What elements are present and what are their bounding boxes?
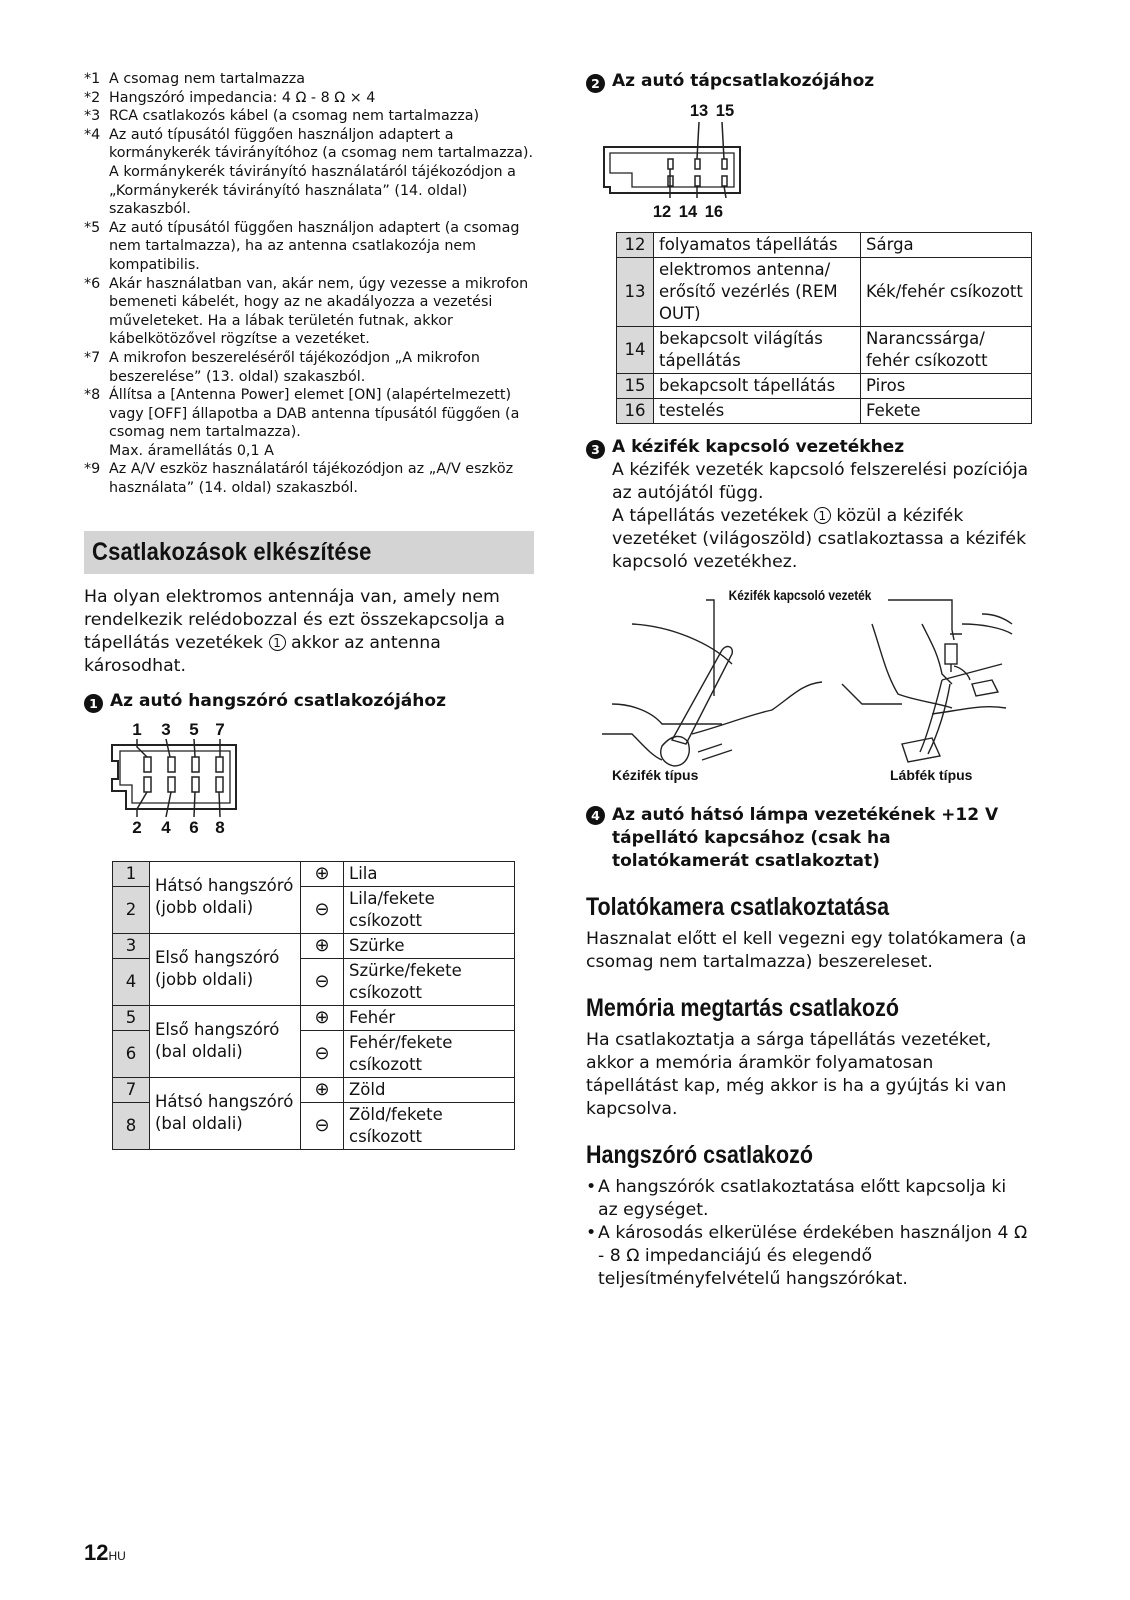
pin-cell: 12 (617, 233, 654, 258)
step-number: 3 (586, 440, 605, 459)
camera-text: Hasznalat előtt el kell vegezni egy tolatókamera (a csomag nem tartalmazza) beszereleset. (586, 929, 1027, 972)
list-item: • A károsodás elkerülése érdekében használjon 4 Ω - 8 Ω impedanciájú és elegendő teljesítményfelvételű hangszórókat. (586, 1223, 1028, 1289)
function-cell: bekapcsolt tápellátás (654, 374, 861, 399)
pin-cell: 14 (617, 327, 654, 374)
function-cell: bekapcsolt világítás tápellátás (654, 327, 861, 374)
pin-label: 13 15 (689, 102, 735, 120)
speaker-wire-table-body (113, 861, 515, 1149)
wire-color-cell: Sárga (861, 233, 1032, 258)
wire-color-cell: Fekete (861, 399, 1032, 424)
pin-label: 6 (189, 817, 199, 837)
pin-cell: 7 (113, 1077, 150, 1102)
table-row (113, 861, 515, 886)
speaker-name-cell: Hátsó hangszóró (jobb oldali) (150, 861, 301, 933)
minus-icon: ⊖ (301, 1030, 344, 1077)
hand-brake-label: Kézifék típus (612, 767, 699, 783)
pin-label: 5 (189, 719, 199, 739)
wire-color-cell: Zöld/fekete csíkozott (344, 1102, 515, 1149)
pin-label: 1 (132, 719, 142, 739)
plus-icon: ⊕ (301, 1005, 344, 1030)
speaker-bullets (586, 1176, 1031, 1291)
table-row (617, 374, 1032, 399)
pin-cell: 5 (113, 1005, 150, 1030)
wire-color-cell: Piros (861, 374, 1032, 399)
camera-title: Tolatókamera csatlakoztatása (586, 893, 890, 921)
footnote: *2 Hangszóró impedancia: 4 Ω - 8 Ω × 4 (84, 89, 376, 106)
plus-icon: ⊕ (301, 933, 344, 958)
brake-illustration (602, 584, 1022, 784)
pin-cell: 16 (617, 399, 654, 424)
speaker-title: Hangszóró csatlakozó (586, 1141, 813, 1169)
footnote: *9 Az A/V eszköz használatáról tájékozódjon az „A/V eszköz használata” (14. oldal) szakaszból. (84, 461, 514, 497)
table-row (617, 233, 1032, 258)
power-connector-diagram (602, 97, 752, 222)
brake-heading: 3 A kézifék kapcsoló vezetékhez (586, 436, 1031, 459)
memory-text: Ha csatlakoztatja a sárga tápellátás vezetéket, akkor a memória áramkör folyamatosan tápellátást kap, még akkor is ha a gyújtás ki van kapcsolva. (586, 1030, 1007, 1119)
table-row (113, 1005, 515, 1030)
footnote: *6 Akár használatban van, akár nem, úgy vezesse a mikrofon bemeneti kábelét, hogy az ne akadályozza a vezetési műveleteket. Ha a lábak területén futnak, akkor kábelkötözővel rögzítse a vezetéket. (84, 275, 529, 348)
pin-label: 3 (161, 719, 171, 739)
speaker-name-cell: Első hangszóró (bal oldali) (150, 1005, 301, 1077)
foot-brake-label: Lábfék típus (890, 767, 973, 783)
plus-icon: ⊕ (301, 1077, 344, 1102)
page-number: 12HU (84, 1540, 126, 1565)
speaker-wire-table (112, 861, 515, 1150)
pin-label: 8 (215, 817, 225, 837)
circled-number: 1 (269, 634, 286, 651)
table-row (113, 1077, 515, 1102)
table-row (617, 258, 1032, 327)
section-band (84, 531, 534, 574)
table-row (617, 399, 1032, 424)
footnote: *7 A mikrofon beszereléséről tájékozódjon „A mikrofon beszerelése” (13. oldal) szakaszból. (84, 349, 480, 385)
power-connector-heading: 2 Az autó tápcsatlakozójához (586, 70, 1031, 93)
pin-cell: 3 (113, 933, 150, 958)
circled-number: 1 (814, 507, 831, 524)
wire-color-cell: Lila/fekete csíkozott (344, 886, 515, 933)
wire-color-cell: Kék/fehér csíkozott (861, 258, 1032, 327)
pin-cell: 13 (617, 258, 654, 327)
pin-label: 4 (161, 817, 171, 837)
power-wire-table (616, 232, 1032, 424)
wire-color-cell: Zöld (344, 1077, 515, 1102)
section-title: Csatlakozások elkészítése (92, 537, 372, 566)
pin-cell: 8 (113, 1102, 150, 1149)
footnote: *4 Az autó típusától függően használjon adaptert a kormánykerék távirányítóhoz (a csomag nem tartalmazza). A kormánykerék távirányító használatáról tájékozódjon a „Kormánykerék távirányító használata” (14. oldal) szakaszból. (84, 126, 533, 218)
table-row (617, 327, 1032, 374)
function-cell: folyamatos tápellátás (654, 233, 861, 258)
pin-cell: 15 (617, 374, 654, 399)
wire-color-cell: Narancssárga/ fehér csíkozott (861, 327, 1032, 374)
pin-cell: 6 (113, 1030, 150, 1077)
list-item: • A hangszórók csatlakoztatása előtt kapcsolja ki az egységet. (586, 1177, 1007, 1220)
memory-title: Memória megtartás csatlakozó (586, 994, 900, 1022)
minus-icon: ⊖ (301, 958, 344, 1005)
left-column (84, 70, 534, 1150)
step-number: 2 (586, 74, 605, 93)
wire-color-cell: Lila (344, 861, 515, 886)
pin-label: 12 14 16 (652, 203, 724, 221)
pin-cell: 2 (113, 886, 150, 933)
reverse-heading: 4 Az autó hátsó lámpa vezetékének +12 V tápellátó kapcsához (csak ha tolatókamerát csatlakoztat) (586, 804, 1031, 873)
power-wire-table-body (617, 233, 1032, 424)
footnote: *5 Az autó típusától függően használjon adaptert (a csomag nem tartalmazza), ha az antenna csatlakozója nem kompatibilis. (84, 219, 520, 273)
plus-icon: ⊕ (301, 861, 344, 886)
function-cell: testelés (654, 399, 861, 424)
footnote: *1 A csomag nem tartalmazza (84, 71, 306, 87)
wire-label: Kézifék kapcsoló vezeték (728, 587, 872, 604)
speaker-name-cell: Első hangszóró (jobb oldali) (150, 933, 301, 1005)
wire-color-cell: Szürke (344, 933, 515, 958)
footnotes (84, 70, 534, 498)
function-cell: elektromos antenna/ erősítő vezérlés (REM OUT) (654, 258, 861, 327)
table-row (113, 933, 515, 958)
speaker-connector-heading: 1 Az autó hangszóró csatlakozójához (84, 690, 534, 713)
step-number: 4 (586, 806, 605, 825)
pin-cell: 4 (113, 958, 150, 1005)
right-column (586, 70, 1031, 1291)
intro-paragraph: Ha olyan elektromos antennája van, amely nem rendelkezik relédobozzal és ezt összekapcsolja a tápellátás vezetékek 1 akkor az antenna károsodhat. (84, 586, 506, 676)
step-number: 1 (84, 694, 103, 713)
pin-cell: 1 (113, 861, 150, 886)
wire-color-cell: Szürke/fekete csíkozott (344, 958, 515, 1005)
footnote: *3 RCA csatlakozós kábel (a csomag nem tartalmazza) (84, 108, 480, 125)
speaker-connector-diagram (110, 717, 310, 839)
footnote: *8 Állítsa a [Antenna Power] elemet [ON] (alapértelmezett) vagy [OFF] állapotba a DAB antenna típusától függően (a csomag nem tartalmazza). Max. áramellátás 0,1 A (84, 387, 520, 459)
brake-description: A kézifék vezeték kapcsoló felszerelési pozíciója az autójától függ. A tápellátás vezetékek 1 közül a kézifék vezetéket (világoszöld) csatlakoztassa a kézifék kapcsoló vezetékhez. (612, 460, 1029, 572)
minus-icon: ⊖ (301, 1102, 344, 1149)
pin-label: 7 (215, 719, 225, 739)
wire-color-cell: Fehér/fekete csíkozott (344, 1030, 515, 1077)
speaker-name-cell: Hátsó hangszóró (bal oldali) (150, 1077, 301, 1149)
wire-color-cell: Fehér (344, 1005, 515, 1030)
pin-label: 2 (132, 817, 142, 837)
minus-icon: ⊖ (301, 886, 344, 933)
